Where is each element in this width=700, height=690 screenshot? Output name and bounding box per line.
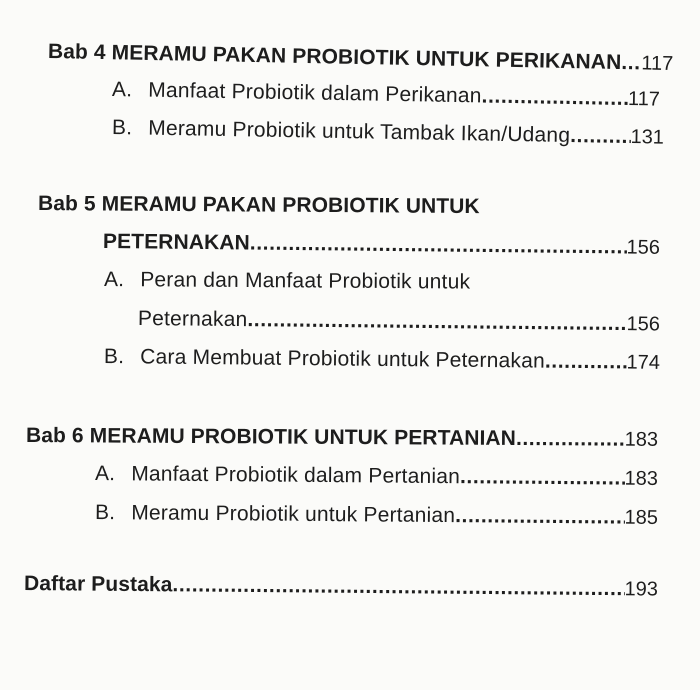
leader-dots [621, 51, 641, 75]
toc-item-5a-line2 [138, 307, 660, 336]
chapter-number: Bab 4 [47, 40, 106, 65]
item-letter: B. [103, 345, 125, 369]
toc-item-5b [104, 345, 660, 375]
leader-dots [570, 124, 631, 149]
chapter-number: Bab 6 [25, 424, 84, 448]
page-number: 183 [624, 467, 659, 490]
item-letter: A. [111, 78, 133, 102]
item-letter: B. [94, 501, 116, 525]
page-number: 156 [626, 236, 661, 259]
leader-dots [250, 232, 627, 260]
toc-chapter-4-heading [47, 40, 674, 76]
leader-dots [460, 465, 625, 490]
page-number: 174 [626, 351, 661, 374]
toc-chapter-5-heading-line1 [38, 192, 508, 219]
item-title-continued: Peternakan [137, 307, 248, 332]
item-title: Manfaat Probiotik dalam Pertanian [131, 462, 461, 489]
item-title: Manfaat Probiotik dalam Perikanan [148, 78, 482, 108]
toc-item-6b [95, 501, 658, 530]
page-number: 117 [627, 88, 661, 111]
toc-bibliography [24, 572, 658, 602]
item-title: Meramu Probiotik untuk Pertanian [131, 501, 456, 528]
item-letter: B. [111, 116, 133, 140]
leader-dots [172, 573, 624, 601]
chapter-number: Bab 5 [37, 192, 96, 216]
bibliography-title: Daftar Pustaka [23, 572, 173, 597]
leader-dots [481, 84, 628, 111]
page-number: 183 [624, 428, 659, 451]
chapter-title: MERAMU PAKAN PROBIOTIK UNTUK PERIKANAN [111, 41, 622, 75]
toc-item-6a [95, 462, 658, 491]
item-letter: A. [94, 462, 116, 486]
leader-dots [247, 308, 626, 336]
chapter-title-continued: PETERNAKAN [102, 230, 250, 255]
chapter-title: MERAMU PROBIOTIK UNTUK PERTANIAN [89, 424, 517, 450]
item-letter: A. [103, 268, 125, 292]
page-number: 131 [630, 126, 665, 149]
toc-item-5a-line1 [104, 268, 564, 295]
page-number: 185 [624, 506, 659, 529]
page-number: 156 [626, 313, 661, 336]
item-title: Cara Membuat Probiotik untuk Peternakan [140, 345, 546, 373]
toc-chapter-5-heading-line2 [103, 230, 660, 260]
page-number: 193 [624, 578, 659, 601]
item-title: Peran dan Manfaat Probiotik untuk [140, 268, 471, 294]
toc-chapter-6-heading [26, 424, 658, 452]
leader-dots [545, 350, 627, 375]
leader-dots [516, 427, 625, 452]
toc-item-4a [112, 78, 660, 112]
toc-item-4b [112, 116, 664, 150]
chapter-title: MERAMU PAKAN PROBIOTIK UNTUK [101, 192, 480, 219]
page-number: 117 [641, 52, 674, 76]
leader-dots [455, 504, 625, 529]
item-title: Meramu Probiotik untuk Tambak Ikan/Udang [148, 116, 571, 147]
